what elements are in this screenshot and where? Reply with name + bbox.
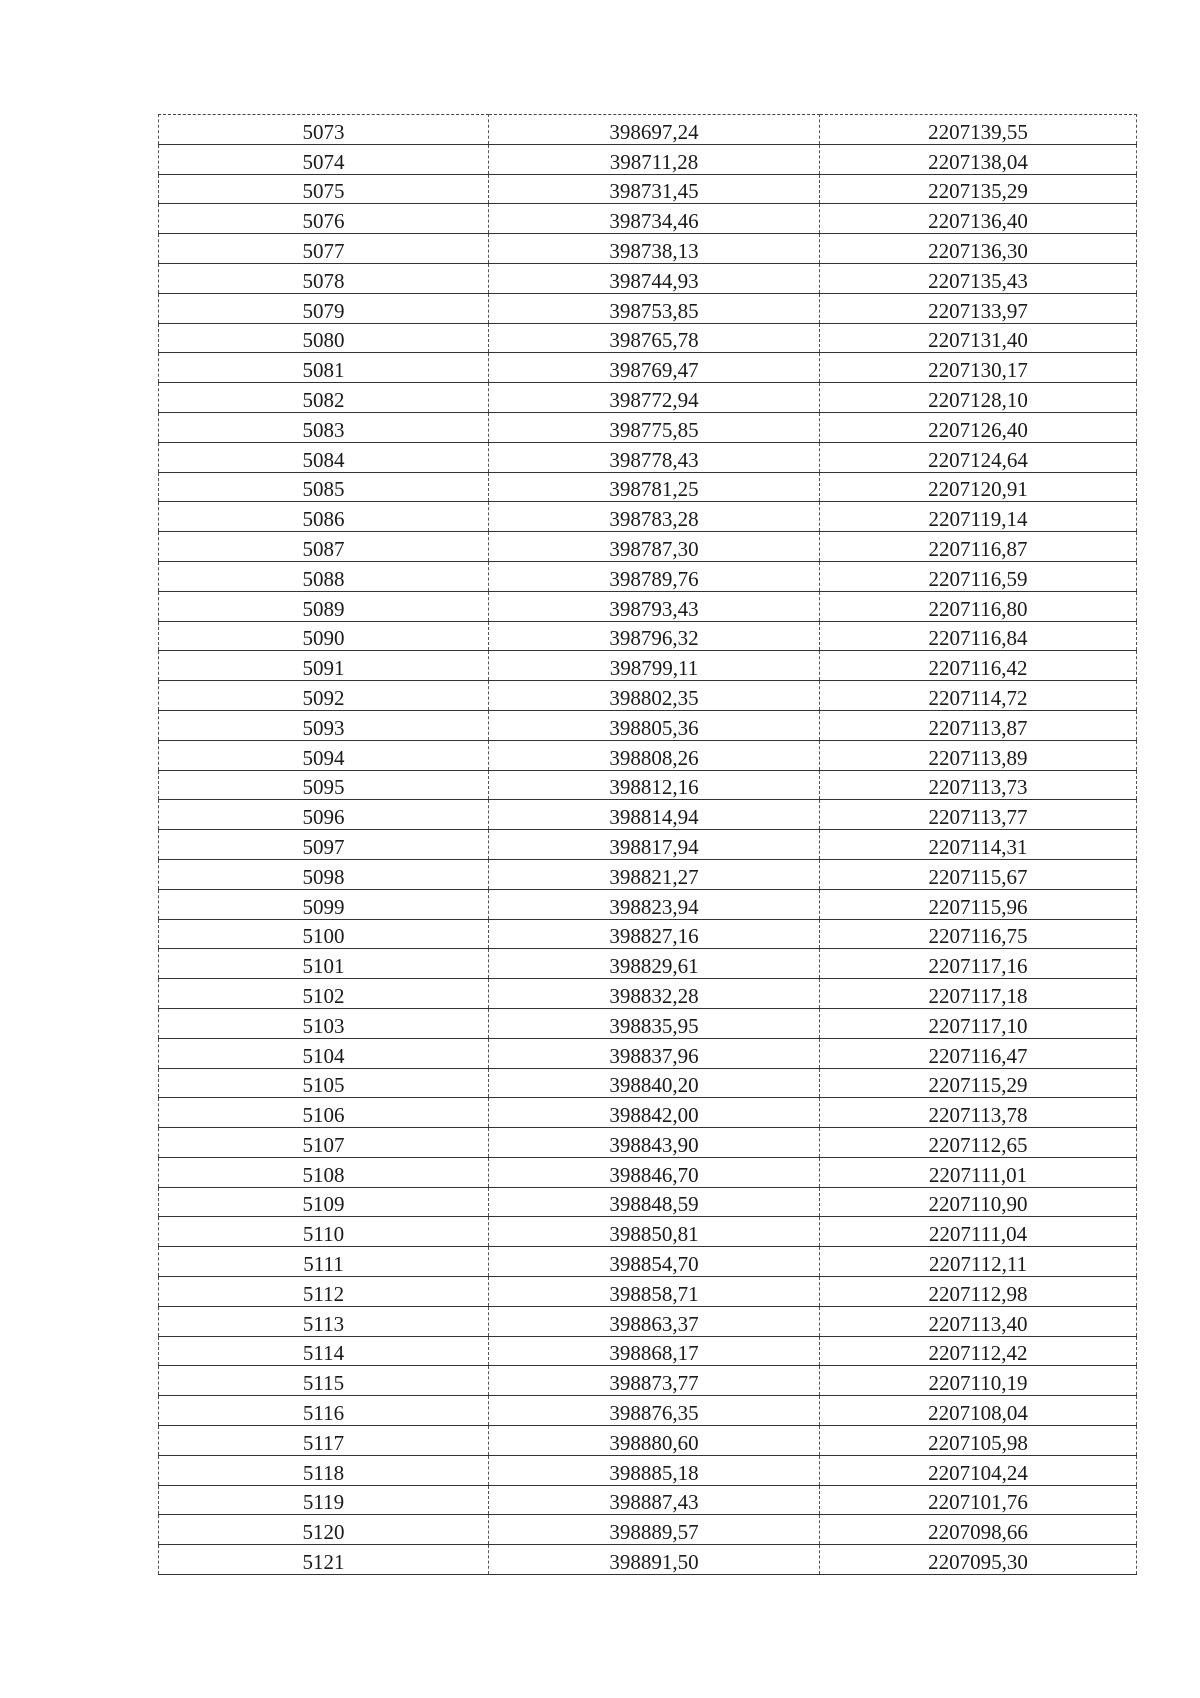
table-row [159, 1455, 1137, 1485]
x-coordinate-cell: 398873,77 [489, 1366, 820, 1396]
y-coordinate-cell: 2207105,98 [820, 1426, 1137, 1456]
x-coordinate-cell: 398821,27 [489, 859, 820, 889]
point-number-cell: 5101 [159, 949, 489, 979]
point-number-cell: 5105 [159, 1068, 489, 1098]
y-coordinate-cell: 2207136,30 [820, 234, 1137, 264]
table-row [159, 1098, 1137, 1128]
point-number-cell: 5114 [159, 1336, 489, 1366]
y-coordinate-cell: 2207117,10 [820, 1008, 1137, 1038]
table-row [159, 1277, 1137, 1307]
x-coordinate-cell: 398858,71 [489, 1277, 820, 1307]
point-number-cell: 5102 [159, 979, 489, 1009]
x-coordinate-cell: 398876,35 [489, 1396, 820, 1426]
table-row [159, 115, 1137, 145]
x-coordinate-cell: 398837,96 [489, 1038, 820, 1068]
y-coordinate-cell: 2207139,55 [820, 115, 1137, 145]
y-coordinate-cell: 2207112,42 [820, 1336, 1137, 1366]
point-number-cell: 5100 [159, 919, 489, 949]
table-row [159, 383, 1137, 413]
coordinates-table-body [159, 115, 1137, 1575]
point-number-cell: 5111 [159, 1247, 489, 1277]
point-number-cell: 5113 [159, 1306, 489, 1336]
table-row [159, 1366, 1137, 1396]
point-number-cell: 5091 [159, 651, 489, 681]
y-coordinate-cell: 2207110,90 [820, 1187, 1137, 1217]
y-coordinate-cell: 2207119,14 [820, 502, 1137, 532]
x-coordinate-cell: 398799,11 [489, 651, 820, 681]
y-coordinate-cell: 2207116,59 [820, 561, 1137, 591]
point-number-cell: 5093 [159, 710, 489, 740]
point-number-cell: 5110 [159, 1217, 489, 1247]
y-coordinate-cell: 2207120,91 [820, 472, 1137, 502]
x-coordinate-cell: 398789,76 [489, 561, 820, 591]
y-coordinate-cell: 2207117,18 [820, 979, 1137, 1009]
x-coordinate-cell: 398863,37 [489, 1306, 820, 1336]
point-number-cell: 5117 [159, 1426, 489, 1456]
y-coordinate-cell: 2207095,30 [820, 1545, 1137, 1575]
x-coordinate-cell: 398783,28 [489, 502, 820, 532]
x-coordinate-cell: 398738,13 [489, 234, 820, 264]
y-coordinate-cell: 2207130,17 [820, 353, 1137, 383]
y-coordinate-cell: 2207128,10 [820, 383, 1137, 413]
x-coordinate-cell: 398854,70 [489, 1247, 820, 1277]
coordinates-table [158, 114, 1137, 1575]
point-number-cell: 5112 [159, 1277, 489, 1307]
point-number-cell: 5090 [159, 621, 489, 651]
y-coordinate-cell: 2207101,76 [820, 1485, 1137, 1515]
point-number-cell: 5118 [159, 1455, 489, 1485]
x-coordinate-cell: 398850,81 [489, 1217, 820, 1247]
point-number-cell: 5075 [159, 174, 489, 204]
x-coordinate-cell: 398843,90 [489, 1128, 820, 1158]
y-coordinate-cell: 2207114,72 [820, 681, 1137, 711]
table-row [159, 412, 1137, 442]
table-row [159, 1515, 1137, 1545]
table-row [159, 859, 1137, 889]
point-number-cell: 5095 [159, 770, 489, 800]
point-number-cell: 5073 [159, 115, 489, 145]
x-coordinate-cell: 398817,94 [489, 830, 820, 860]
x-coordinate-cell: 398731,45 [489, 174, 820, 204]
table-row [159, 651, 1137, 681]
x-coordinate-cell: 398772,94 [489, 383, 820, 413]
x-coordinate-cell: 398796,32 [489, 621, 820, 651]
y-coordinate-cell: 2207138,04 [820, 144, 1137, 174]
x-coordinate-cell: 398812,16 [489, 770, 820, 800]
table-row [159, 353, 1137, 383]
table-row [159, 770, 1137, 800]
table-row [159, 1157, 1137, 1187]
point-number-cell: 5092 [159, 681, 489, 711]
point-number-cell: 5086 [159, 502, 489, 532]
x-coordinate-cell: 398832,28 [489, 979, 820, 1009]
y-coordinate-cell: 2207110,19 [820, 1366, 1137, 1396]
table-row [159, 1426, 1137, 1456]
y-coordinate-cell: 2207115,29 [820, 1068, 1137, 1098]
y-coordinate-cell: 2207116,47 [820, 1038, 1137, 1068]
x-coordinate-cell: 398823,94 [489, 889, 820, 919]
table-row [159, 293, 1137, 323]
point-number-cell: 5094 [159, 740, 489, 770]
y-coordinate-cell: 2207116,75 [820, 919, 1137, 949]
point-number-cell: 5099 [159, 889, 489, 919]
point-number-cell: 5080 [159, 323, 489, 353]
table-row [159, 1038, 1137, 1068]
x-coordinate-cell: 398846,70 [489, 1157, 820, 1187]
point-number-cell: 5108 [159, 1157, 489, 1187]
x-coordinate-cell: 398769,47 [489, 353, 820, 383]
y-coordinate-cell: 2207108,04 [820, 1396, 1137, 1426]
table-row [159, 919, 1137, 949]
x-coordinate-cell: 398802,35 [489, 681, 820, 711]
table-row [159, 1545, 1137, 1575]
table-row [159, 1008, 1137, 1038]
y-coordinate-cell: 2207112,98 [820, 1277, 1137, 1307]
x-coordinate-cell: 398765,78 [489, 323, 820, 353]
y-coordinate-cell: 2207113,40 [820, 1306, 1137, 1336]
y-coordinate-cell: 2207114,31 [820, 830, 1137, 860]
table-row [159, 740, 1137, 770]
table-row [159, 1128, 1137, 1158]
table-row [159, 591, 1137, 621]
table-row [159, 830, 1137, 860]
x-coordinate-cell: 398827,16 [489, 919, 820, 949]
y-coordinate-cell: 2207112,11 [820, 1247, 1137, 1277]
table-row [159, 263, 1137, 293]
point-number-cell: 5103 [159, 1008, 489, 1038]
table-row [159, 1068, 1137, 1098]
table-row [159, 1306, 1137, 1336]
point-number-cell: 5106 [159, 1098, 489, 1128]
point-number-cell: 5084 [159, 442, 489, 472]
y-coordinate-cell: 2207113,78 [820, 1098, 1137, 1128]
x-coordinate-cell: 398880,60 [489, 1426, 820, 1456]
x-coordinate-cell: 398889,57 [489, 1515, 820, 1545]
table-row [159, 323, 1137, 353]
y-coordinate-cell: 2207098,66 [820, 1515, 1137, 1545]
x-coordinate-cell: 398840,20 [489, 1068, 820, 1098]
x-coordinate-cell: 398848,59 [489, 1187, 820, 1217]
table-row [159, 442, 1137, 472]
y-coordinate-cell: 2207133,97 [820, 293, 1137, 323]
y-coordinate-cell: 2207116,80 [820, 591, 1137, 621]
point-number-cell: 5116 [159, 1396, 489, 1426]
y-coordinate-cell: 2207117,16 [820, 949, 1137, 979]
x-coordinate-cell: 398814,94 [489, 800, 820, 830]
point-number-cell: 5077 [159, 234, 489, 264]
point-number-cell: 5083 [159, 412, 489, 442]
x-coordinate-cell: 398868,17 [489, 1336, 820, 1366]
y-coordinate-cell: 2207113,73 [820, 770, 1137, 800]
y-coordinate-cell: 2207116,87 [820, 532, 1137, 562]
table-row [159, 889, 1137, 919]
y-coordinate-cell: 2207124,64 [820, 442, 1137, 472]
point-number-cell: 5121 [159, 1545, 489, 1575]
point-number-cell: 5088 [159, 561, 489, 591]
table-row [159, 1217, 1137, 1247]
y-coordinate-cell: 2207131,40 [820, 323, 1137, 353]
table-row [159, 949, 1137, 979]
table-row [159, 532, 1137, 562]
x-coordinate-cell: 398697,24 [489, 115, 820, 145]
y-coordinate-cell: 2207113,77 [820, 800, 1137, 830]
x-coordinate-cell: 398711,28 [489, 144, 820, 174]
point-number-cell: 5097 [159, 830, 489, 860]
point-number-cell: 5076 [159, 204, 489, 234]
x-coordinate-cell: 398775,85 [489, 412, 820, 442]
table-row [159, 1485, 1137, 1515]
point-number-cell: 5085 [159, 472, 489, 502]
x-coordinate-cell: 398829,61 [489, 949, 820, 979]
table-row [159, 1336, 1137, 1366]
point-number-cell: 5096 [159, 800, 489, 830]
point-number-cell: 5082 [159, 383, 489, 413]
y-coordinate-cell: 2207115,67 [820, 859, 1137, 889]
x-coordinate-cell: 398778,43 [489, 442, 820, 472]
point-number-cell: 5078 [159, 263, 489, 293]
point-number-cell: 5074 [159, 144, 489, 174]
table-row [159, 979, 1137, 1009]
point-number-cell: 5107 [159, 1128, 489, 1158]
table-row [159, 204, 1137, 234]
y-coordinate-cell: 2207112,65 [820, 1128, 1137, 1158]
x-coordinate-cell: 398887,43 [489, 1485, 820, 1515]
table-row [159, 234, 1137, 264]
x-coordinate-cell: 398805,36 [489, 710, 820, 740]
table-row [159, 681, 1137, 711]
table-row [159, 502, 1137, 532]
table-row [159, 174, 1137, 204]
x-coordinate-cell: 398781,25 [489, 472, 820, 502]
point-number-cell: 5089 [159, 591, 489, 621]
y-coordinate-cell: 2207116,42 [820, 651, 1137, 681]
table-row [159, 1396, 1137, 1426]
table-row [159, 800, 1137, 830]
table-row [159, 1187, 1137, 1217]
table-row [159, 472, 1137, 502]
x-coordinate-cell: 398734,46 [489, 204, 820, 234]
x-coordinate-cell: 398835,95 [489, 1008, 820, 1038]
x-coordinate-cell: 398753,85 [489, 293, 820, 323]
y-coordinate-cell: 2207113,87 [820, 710, 1137, 740]
x-coordinate-cell: 398885,18 [489, 1455, 820, 1485]
y-coordinate-cell: 2207116,84 [820, 621, 1137, 651]
point-number-cell: 5081 [159, 353, 489, 383]
y-coordinate-cell: 2207126,40 [820, 412, 1137, 442]
y-coordinate-cell: 2207111,01 [820, 1157, 1137, 1187]
x-coordinate-cell: 398744,93 [489, 263, 820, 293]
point-number-cell: 5079 [159, 293, 489, 323]
x-coordinate-cell: 398842,00 [489, 1098, 820, 1128]
x-coordinate-cell: 398808,26 [489, 740, 820, 770]
table-row [159, 1247, 1137, 1277]
x-coordinate-cell: 398891,50 [489, 1545, 820, 1575]
table-row [159, 561, 1137, 591]
table-row [159, 144, 1137, 174]
point-number-cell: 5119 [159, 1485, 489, 1515]
y-coordinate-cell: 2207136,40 [820, 204, 1137, 234]
y-coordinate-cell: 2207111,04 [820, 1217, 1137, 1247]
point-number-cell: 5098 [159, 859, 489, 889]
x-coordinate-cell: 398793,43 [489, 591, 820, 621]
point-number-cell: 5087 [159, 532, 489, 562]
y-coordinate-cell: 2207113,89 [820, 740, 1137, 770]
table-row [159, 621, 1137, 651]
y-coordinate-cell: 2207115,96 [820, 889, 1137, 919]
point-number-cell: 5120 [159, 1515, 489, 1545]
y-coordinate-cell: 2207135,43 [820, 263, 1137, 293]
y-coordinate-cell: 2207104,24 [820, 1455, 1137, 1485]
x-coordinate-cell: 398787,30 [489, 532, 820, 562]
point-number-cell: 5115 [159, 1366, 489, 1396]
y-coordinate-cell: 2207135,29 [820, 174, 1137, 204]
point-number-cell: 5104 [159, 1038, 489, 1068]
point-number-cell: 5109 [159, 1187, 489, 1217]
table-row [159, 710, 1137, 740]
